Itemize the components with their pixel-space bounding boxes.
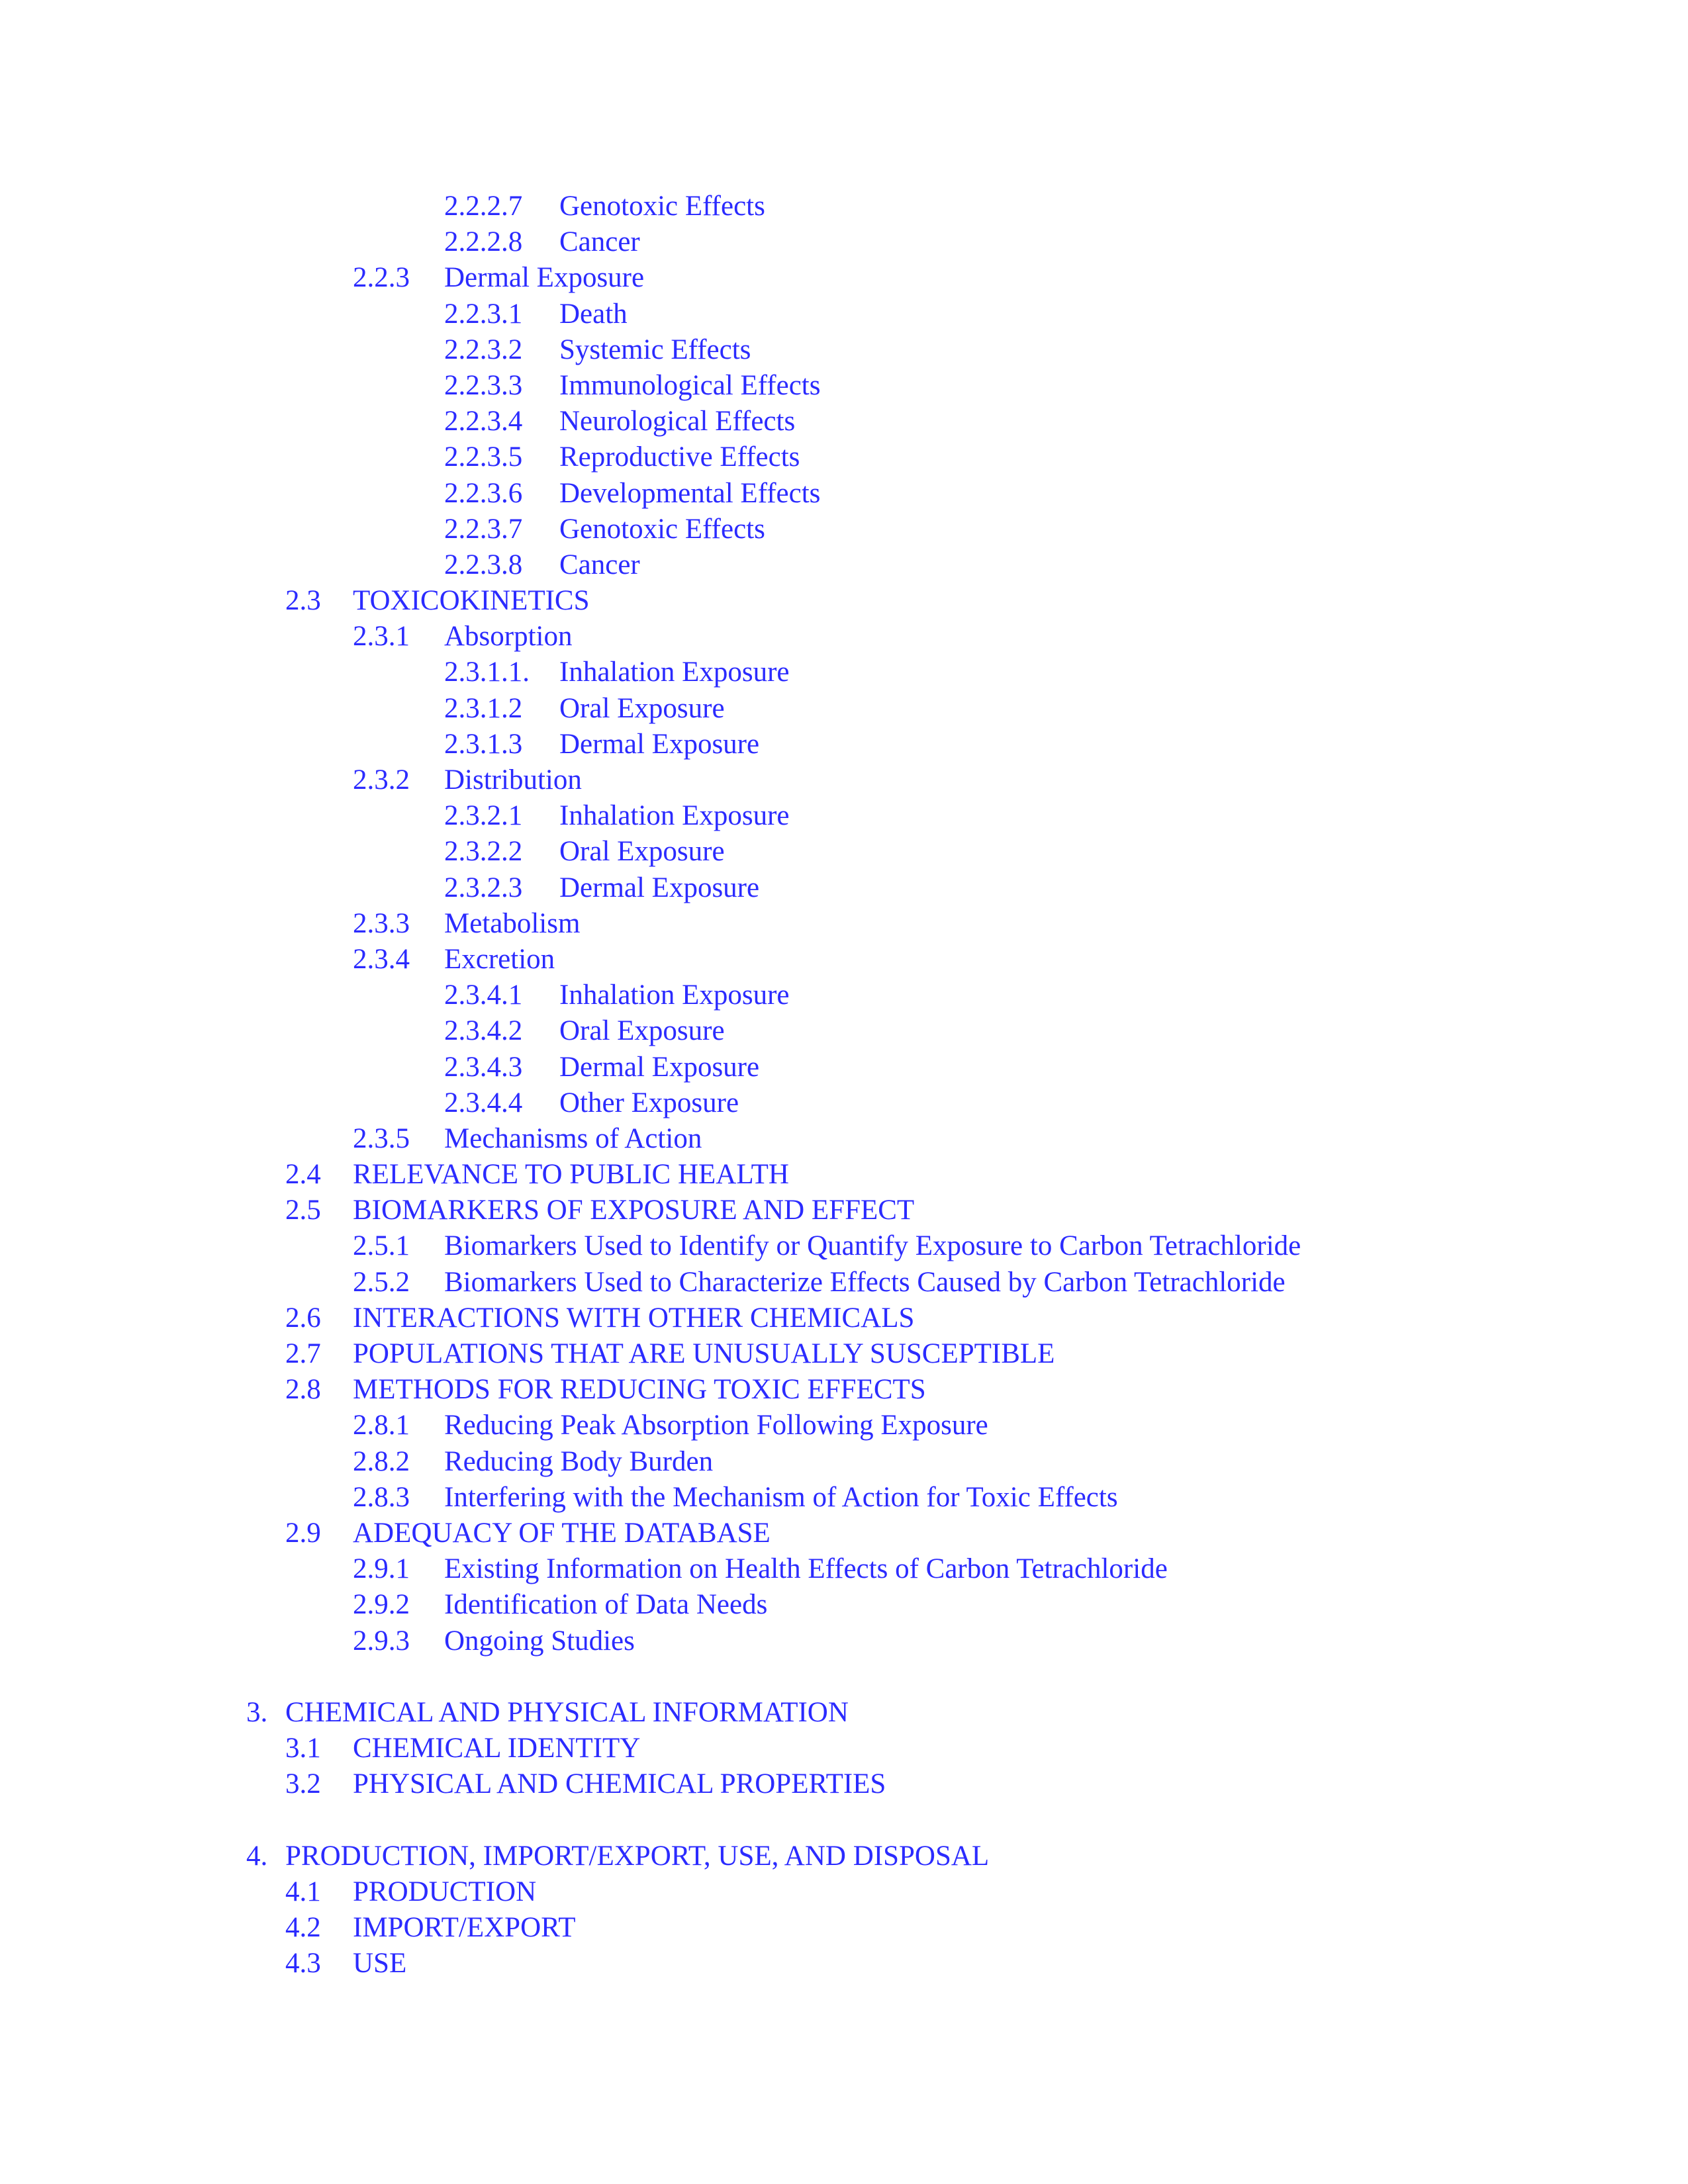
toc-entry-number[interactable]: 2.2.2.8 [444, 226, 523, 258]
toc-entry-number[interactable]: 4.1 [285, 1876, 321, 1907]
toc-entry[interactable] [0, 1408, 1688, 1443]
toc-entry[interactable] [0, 296, 1688, 332]
toc-entry-number[interactable]: 2.9.3 [353, 1625, 410, 1657]
table-of-contents [0, 189, 1688, 1981]
toc-entry[interactable] [0, 798, 1688, 834]
toc-entry[interactable] [0, 1516, 1688, 1551]
toc-entry[interactable] [0, 1336, 1688, 1372]
toc-entry-link[interactable]: BIOMARKERS OF EXPOSURE AND EFFECT [353, 1195, 915, 1226]
toc-entry-number[interactable]: 2.9 [285, 1517, 321, 1549]
toc-entry-number[interactable]: 2.3.4.2 [444, 1015, 523, 1047]
toc-entry-link[interactable]: Developmental Effects [559, 477, 821, 509]
toc-entry-number[interactable]: 2.3.4.4 [444, 1087, 523, 1118]
toc-entry[interactable] [0, 762, 1688, 798]
toc-entry[interactable] [0, 1085, 1688, 1121]
toc-entry-link[interactable]: Inhalation Exposure [559, 800, 790, 832]
toc-entry-link[interactable]: Dermal Exposure [559, 728, 760, 760]
toc-entry-link[interactable]: Reducing Body Burden [444, 1445, 714, 1477]
toc-entry[interactable] [0, 978, 1688, 1013]
toc-entry-link[interactable]: Absorption [444, 621, 573, 653]
toc-entry-number[interactable]: 2.3.1 [353, 621, 410, 653]
toc-entry-number[interactable]: 2.4 [285, 1159, 321, 1191]
toc-entry-number[interactable]: 2.3.2.2 [444, 836, 523, 868]
toc-entry[interactable] [0, 655, 1688, 690]
toc-entry-link[interactable]: IMPORT/EXPORT [353, 1912, 576, 1943]
toc-entry-number[interactable]: 2.2.3.5 [444, 441, 523, 473]
toc-entry-link[interactable]: Distribution [444, 764, 582, 796]
toc-entry-number[interactable]: 2.3.2.1 [444, 800, 523, 832]
toc-entry-link[interactable]: Mechanisms of Action [444, 1122, 702, 1154]
toc-entry-number[interactable]: 2.2.3.2 [444, 334, 523, 365]
toc-entry[interactable] [0, 224, 1688, 260]
toc-entry-number[interactable]: 2.2.3.7 [444, 513, 523, 545]
toc-entry-number[interactable]: 2.8.3 [353, 1481, 410, 1513]
toc-entry[interactable] [0, 189, 1688, 224]
toc-entry-number[interactable]: 2.3.1.3 [444, 728, 523, 760]
toc-entry-link[interactable]: Excretion [444, 943, 555, 975]
toc-entry-link[interactable]: USE [353, 1948, 407, 1979]
toc-entry-number[interactable]: 2.9.1 [353, 1553, 410, 1585]
toc-entry-link[interactable]: Reproductive Effects [559, 441, 800, 473]
toc-entry-number[interactable]: 2.2.3.3 [444, 369, 523, 401]
toc-entry[interactable] [0, 834, 1688, 870]
toc-entry-number[interactable]: 3.2 [285, 1768, 321, 1800]
toc-entry[interactable] [0, 1695, 1688, 1731]
toc-entry-number[interactable]: 2.3.2.3 [444, 872, 523, 903]
toc-entry-link[interactable]: POPULATIONS THAT ARE UNUSUALLY SUSCEPTIBLE [353, 1338, 1055, 1369]
toc-entry[interactable] [0, 583, 1688, 619]
toc-entry-number[interactable]: 2.3.4 [353, 943, 410, 975]
toc-entry[interactable] [0, 1372, 1688, 1408]
toc-entry-number[interactable]: 2.2.3.1 [444, 298, 523, 330]
toc-entry-number[interactable]: 2.9.2 [353, 1589, 410, 1621]
toc-entry[interactable] [0, 1874, 1688, 1910]
toc-entry[interactable] [0, 1193, 1688, 1228]
toc-entry-link[interactable]: METHODS FOR REDUCING TOXIC EFFECTS [353, 1374, 926, 1406]
toc-entry-number[interactable]: 2.5.1 [353, 1230, 410, 1262]
toc-entry[interactable] [0, 547, 1688, 583]
toc-entry-link[interactable]: CHEMICAL IDENTITY [353, 1733, 641, 1764]
toc-entry-number[interactable]: 2.3.1.2 [444, 692, 523, 724]
toc-entry-number[interactable]: 2.2.3.4 [444, 406, 523, 437]
toc-entry-link[interactable]: Death [559, 298, 628, 330]
toc-entry-link[interactable]: TOXICOKINETICS [353, 585, 590, 617]
toc-entry-link[interactable]: Immunological Effects [559, 369, 821, 401]
toc-entry[interactable] [0, 1121, 1688, 1157]
toc-entry[interactable] [0, 691, 1688, 727]
toc-entry[interactable] [0, 1623, 1688, 1659]
toc-entry[interactable] [0, 1731, 1688, 1766]
toc-entry-number[interactable]: 3.1 [285, 1733, 321, 1764]
toc-entry-link[interactable]: Inhalation Exposure [559, 979, 790, 1011]
toc-entry-link[interactable]: Biomarkers Used to Characterize Effects Caused by Carbon Tetrachloride [444, 1266, 1286, 1298]
toc-entry-link[interactable]: INTERACTIONS WITH OTHER CHEMICALS [353, 1302, 915, 1334]
toc-entry-number[interactable]: 2.2.3.6 [444, 477, 523, 509]
toc-entry-link[interactable]: Genotoxic Effects [559, 191, 765, 222]
toc-entry[interactable] [0, 1480, 1688, 1516]
toc-entry-link[interactable]: Cancer [559, 226, 640, 258]
toc-entry[interactable] [0, 476, 1688, 512]
toc-entry[interactable] [0, 439, 1688, 475]
toc-entry-link[interactable]: Dermal Exposure [444, 262, 645, 294]
toc-entry-link[interactable]: Reducing Peak Absorption Following Exposure [444, 1410, 988, 1441]
toc-entry-number[interactable]: 2.3.4.1 [444, 979, 523, 1011]
toc-entry-link[interactable]: Dermal Exposure [559, 1051, 760, 1083]
toc-entry[interactable] [0, 906, 1688, 942]
toc-entry-link[interactable]: Biomarkers Used to Identify or Quantify Exposure to Carbon Tetrachloride [444, 1230, 1301, 1262]
toc-entry[interactable] [0, 870, 1688, 906]
toc-entry-number[interactable]: 2.5 [285, 1195, 321, 1226]
toc-entry-number[interactable]: 2.5.2 [353, 1266, 410, 1298]
toc-entry-number[interactable]: 2.3.2 [353, 764, 410, 796]
toc-entry-link[interactable]: Cancer [559, 549, 640, 580]
toc-entry[interactable] [0, 1839, 1688, 1874]
toc-entry[interactable] [0, 260, 1688, 296]
toc-entry[interactable] [0, 727, 1688, 762]
toc-entry-link[interactable]: Existing Information on Health Effects of Carbon Tetrachloride [444, 1553, 1168, 1585]
toc-entry[interactable] [0, 1587, 1688, 1623]
toc-entry-number[interactable]: 2.3.5 [353, 1122, 410, 1154]
toc-entry-number[interactable]: 2.2.3 [353, 262, 410, 294]
toc-entry-number[interactable]: 2.3.4.3 [444, 1051, 523, 1083]
toc-entry-link[interactable]: Inhalation Exposure [559, 657, 790, 688]
toc-entry-link[interactable]: RELEVANCE TO PUBLIC HEALTH [353, 1159, 789, 1191]
toc-entry-link[interactable]: Neurological Effects [559, 406, 796, 437]
toc-entry[interactable] [0, 1910, 1688, 1946]
toc-entry-link[interactable]: Interfering with the Mechanism of Action for Toxic Effects [444, 1481, 1118, 1513]
toc-entry-number[interactable]: 2.7 [285, 1338, 321, 1369]
toc-entry-number[interactable]: 4. [246, 1840, 268, 1872]
toc-entry-link[interactable]: Other Exposure [559, 1087, 739, 1118]
toc-entry[interactable] [0, 404, 1688, 439]
toc-entry-number[interactable]: 2.2.3.8 [444, 549, 523, 580]
toc-entry[interactable] [0, 1050, 1688, 1085]
toc-entry-link[interactable]: PHYSICAL AND CHEMICAL PROPERTIES [353, 1768, 886, 1800]
toc-entry-number[interactable]: 2.8.2 [353, 1445, 410, 1477]
toc-entry-link[interactable]: Dermal Exposure [559, 872, 760, 903]
toc-entry-number[interactable]: 2.8 [285, 1374, 321, 1406]
toc-entry-link[interactable]: PRODUCTION [353, 1876, 537, 1907]
toc-entry[interactable] [0, 619, 1688, 655]
toc-entry[interactable] [0, 332, 1688, 368]
toc-entry[interactable] [0, 1228, 1688, 1264]
toc-entry-link[interactable]: PRODUCTION, IMPORT/EXPORT, USE, AND DISPOSAL [285, 1840, 990, 1872]
toc-entry-number[interactable]: 2.6 [285, 1302, 321, 1334]
toc-entry-link[interactable]: Oral Exposure [559, 836, 725, 868]
toc-entry-link[interactable]: Oral Exposure [559, 692, 725, 724]
toc-entry[interactable] [0, 1946, 1688, 1981]
toc-entry-number[interactable]: 3. [246, 1696, 268, 1728]
toc-entry[interactable] [0, 1157, 1688, 1193]
toc-entry[interactable] [0, 1265, 1688, 1300]
toc-entry-number[interactable]: 4.2 [285, 1912, 321, 1943]
toc-entry-link[interactable]: CHEMICAL AND PHYSICAL INFORMATION [285, 1696, 849, 1728]
toc-entry[interactable] [0, 1766, 1688, 1802]
toc-entry-link[interactable]: Oral Exposure [559, 1015, 725, 1047]
toc-entry[interactable] [0, 368, 1688, 404]
toc-entry[interactable] [0, 942, 1688, 978]
toc-entry-number[interactable]: 2.3 [285, 585, 321, 617]
toc-entry-link[interactable]: Identification of Data Needs [444, 1589, 768, 1621]
toc-entry[interactable] [0, 1551, 1688, 1587]
toc-entry-number[interactable]: 2.2.2.7 [444, 191, 523, 222]
toc-entry[interactable] [0, 512, 1688, 547]
toc-entry-number[interactable]: 4.3 [285, 1948, 321, 1979]
toc-entry[interactable] [0, 1300, 1688, 1336]
toc-entry-link[interactable]: Metabolism [444, 907, 581, 939]
toc-entry-link[interactable]: Systemic Effects [559, 334, 751, 365]
toc-entry[interactable] [0, 1444, 1688, 1480]
toc-entry-link[interactable]: ADEQUACY OF THE DATABASE [353, 1517, 771, 1549]
toc-entry-number[interactable]: 2.3.3 [353, 907, 410, 939]
toc-entry-number[interactable]: 2.3.1.1. [444, 657, 530, 688]
toc-entry-number[interactable]: 2.8.1 [353, 1410, 410, 1441]
toc-entry-link[interactable]: Genotoxic Effects [559, 513, 765, 545]
toc-entry-link[interactable]: Ongoing Studies [444, 1625, 635, 1657]
toc-entry[interactable] [0, 1013, 1688, 1049]
